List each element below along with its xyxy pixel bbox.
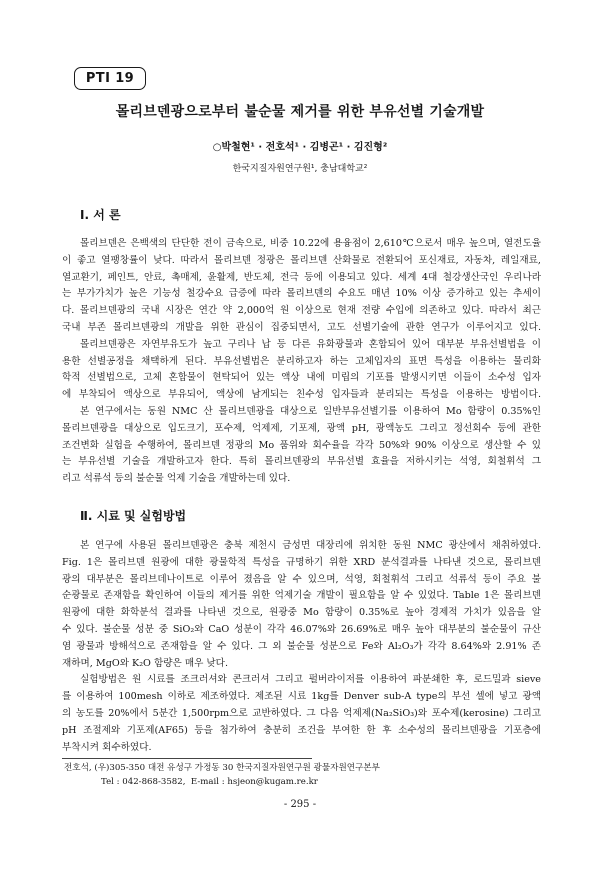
body-text-line: pH 조절제와 기포제(AF65) 등을 첨가하여 충분히 조건을 부여한 한 후 소수성의 몰리브덴광을 기포층에 [62, 724, 541, 736]
paragraph [62, 404, 541, 488]
body-text-line: 를 이용하여 100mesh 이하로 제조하였다. 제조된 시료 1kg를 Denver sub-A type의 부선 셀에 넣고 광액 [62, 691, 541, 703]
body-text-line: 이 좋고 열팽창률이 낮다. 따라서 몰리브덴 정광은 몰리브덴 산화물로 전환되어 포신재료, 자동차, 레일재료, [62, 254, 541, 266]
author-list: ○박철현¹ · 전호석¹ · 김병곤¹ · 김진형² [212, 142, 388, 153]
paper-title: 몰리브덴광으로부터 불순물 제거를 위한 부유선별 기술개발 [115, 104, 485, 120]
body-text-line: 부착시켜 회수하였다. [62, 741, 152, 753]
section-body [62, 538, 541, 756]
body-text-line: 학적 선별법으로, 고체 혼합물이 현탁되어 있는 액상 내에 미립의 기포를 발생시키면 이들이 소수성 입자 [62, 372, 541, 384]
body-text-line: 조건변화 실험을 수행하여, 몰리브덴 정광의 Mo 품위와 회수율을 각각 50%와 90% 이상으로 생산할 수 있 [62, 439, 541, 451]
body-text-line: 에 부착되어 액상으로 부유되어, 액상에 남게되는 친수성 입자들과 분리되는 특성을 이용하는 방법이다. [62, 389, 541, 401]
body-text-line: 는 부가가치가 높은 기능성 철강수요 급증에 따라 몰리브덴의 수요도 매년 10% 이상 증가하고 있는 추세이 [62, 288, 541, 300]
paragraph [62, 672, 541, 756]
body-text-line: 는 부유선별 기술을 개발하고자 한다. 특히 몰리브덴광의 부유선별 효율을 저하시키는 석영, 회철휘석 그 [62, 456, 541, 468]
body-text-line: 용한 선별공정을 채택하게 된다. 부유선별법은 분리하고자 하는 고체입자의 표면 특성을 이용하는 물리화 [62, 355, 541, 367]
paragraph [62, 236, 541, 337]
body-text-line: 실험방법은 원 시료를 조크러셔와 콘크러셔 그리고 펄버라이저를 이용하여 파분쇄한 후, 로드밀과 sieve [80, 674, 541, 686]
body-text-line: 다. 몰리브덴광의 국내 시장은 연간 약 2,000억 원 이상으로 현재 전량 수입에 의존하고 있다. 따라서 최근 [62, 305, 541, 317]
session-badge: PTI 19 [74, 67, 146, 90]
body-text-line: 재하며, MgO와 K₂O 함량은 매우 낮다. [62, 657, 228, 669]
body-text-line: 수 있다. 불순물 성분 중 SiO₂와 CaO 성분이 각각 46.07%와 26.69%로 매우 높아 대부분의 불순물이 규산 [62, 623, 541, 635]
body-text-line: 몰리브덴광을 대상으로 입도크기, 포수제, 억제제, 기포제, 광액 pH, 광액농도 그리고 정선회수 등에 관한 [62, 422, 541, 434]
paragraph [62, 538, 541, 672]
section-body [62, 236, 541, 488]
body-text-line: 본 연구에서는 동원 NMC 산 몰리브덴광을 대상으로 일반부유선별기를 이용하여 Mo 함량이 0.35%인 [80, 405, 541, 417]
body-text-line: 광의 대부분은 몰리브데나이트로 이루어 졌음을 알 수 있으며, 석영, 회철휘석 그리고 석류석 등이 주요 불 [62, 573, 541, 585]
section-heading: Ⅰ. 서 론 [80, 208, 121, 222]
body-text-line: 염 광물과 방해석으로 존재함을 알 수 있다. 그 외 불순물 성분으로 Fe와 Al₂O₃가 각각 8.64%와 2.91% 존 [62, 640, 541, 652]
body-text-line: 의 농도를 20%에서 5분간 1,500rpm으로 교반하였다. 그 다음 억제제(Na₂SiO₃)와 포수제(kerosine) 그리고 [62, 707, 541, 719]
body-text-line: 원광에 대한 화학분석 결과를 나타낸 것으로, 원광중 Mo 함량이 0.35%로 높아 경제적 가치가 있음을 알 [62, 607, 541, 619]
corresponding-author-contact: Tel : 042-868-3582, E-mail : hsjeon@kugam.re.kr [101, 777, 318, 787]
body-text-line: 몰리브덴광은 자연부유도가 높고 구리나 납 등 다른 유화광물과 혼합되어 있어 대부분 부유선별법을 이 [80, 338, 541, 350]
footnote-divider [62, 758, 312, 759]
author-affiliations: 한국지질자원연구원¹, 충남대학교² [232, 164, 368, 174]
body-text-line: 본 연구에 사용된 몰리브덴광은 충북 제천시 금성면 대장리에 위치한 동원 NMC 광산에서 채취하였다. [80, 540, 541, 551]
body-text-line: Fig. 1은 몰리브덴 원광에 대한 광물학적 특성을 규명하기 위한 XRD 분석결과를 나타낸 것으로, 몰리브덴 [62, 556, 541, 568]
body-text-line: 리고 석류석 등의 불순물 억제 기술을 개발하는데 있다. [62, 473, 291, 485]
body-text-line: 국내 부존 몰리브덴광의 개발을 위한 관심이 집중되면서, 고도 선별기술에 관한 연구가 이루어지고 있다. [62, 321, 541, 333]
paragraph [62, 337, 541, 404]
section-heading: Ⅱ. 시료 및 실험방법 [80, 509, 187, 523]
body-text-line: 몰리브덴은 은백색의 단단한 전이 금속으로, 비중 10.22에 용융점이 2,610℃으로서 매우 높으며, 열전도율 [80, 238, 541, 249]
body-text-line: 열교환기, 페인트, 안료, 촉매제, 윤활제, 반도체, 전극 등에 이용되고 있다. 세계 4대 철강생산국인 우리나라 [62, 271, 541, 283]
corresponding-author-address: 전호석, (우)305-350 대전 유성구 가정동 30 한국지질자원연구원 광물자원연구본부 [64, 763, 380, 773]
body-text-line: 순광물로 존재함을 확인하여 이들의 제거를 위한 억제기술 개발이 필요함을 알 수 있었다. Table 1은 몰리브덴 [62, 590, 541, 602]
page-number: - 295 - [283, 799, 317, 810]
